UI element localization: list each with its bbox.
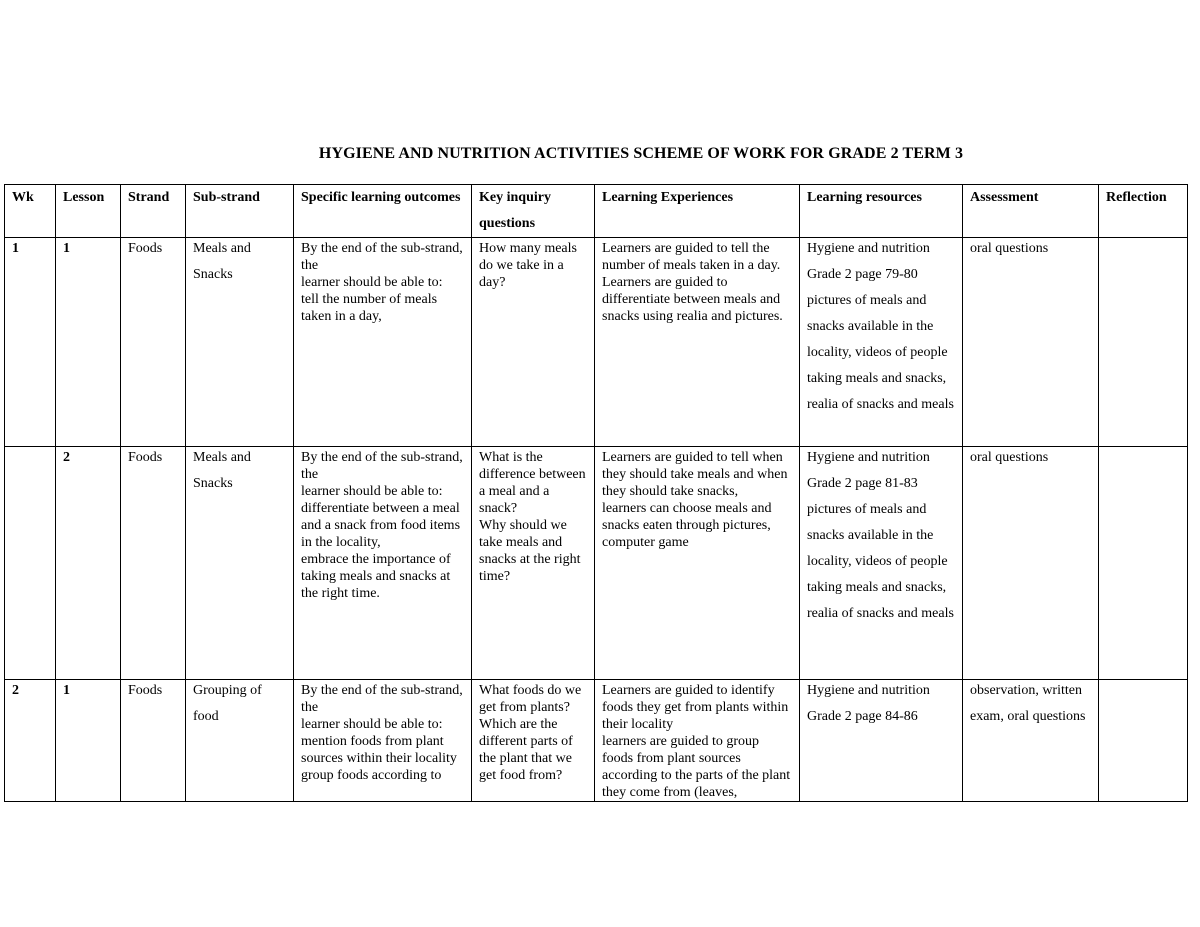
cell-text: By the end of the sub-strand, the learner should be able to: differentiate between a meal and a snack from food items in the locality, embrace the importance of taking meals and snacks at the right time. [301,450,463,601]
cell-questions [472,680,595,802]
cell-text: 1 [12,241,19,256]
cell-questions [472,447,595,680]
cell-questions [472,238,595,447]
cell-lesson [56,680,121,802]
cell-strand [121,238,186,447]
cell-substrand [186,238,294,447]
cell-text: Learners are guided to tell when they should take meals and when they should take snacks, learners can choose meals and snacks eaten through pictures, computer game [602,450,788,550]
cell-assessment [963,447,1099,680]
cell-text: What foods do we get from plants? Which are the different parts of the plant that we get food from? [479,683,582,783]
cell-text: Hygiene and nutrition Grade 2 page 79-80 pictures of meals and snacks available in the locality, videos of people taking meals and snacks, realia of snacks and meals [807,241,954,412]
header-substrand: Sub-strand [186,185,294,238]
cell-text: Foods [128,450,163,465]
cell-reflection [1099,238,1188,447]
header-questions: Key inquiry questions [472,185,595,238]
cell-experiences [595,238,800,447]
cell-outcomes [294,680,472,802]
header-experiences: Learning Experiences [595,185,800,238]
cell-wk [5,680,56,802]
cell-lesson [56,238,121,447]
cell-text: Hygiene and nutrition Grade 2 page 81-83 pictures of meals and snacks available in the locality, videos of people taking meals and snacks, realia of snacks and meals [807,450,954,621]
cell-text: By the end of the sub-strand, the learner should be able to: tell the number of meals taken in a day, [301,241,463,324]
cell-outcomes [294,447,472,680]
header-lesson: Lesson [56,185,121,238]
cell-substrand [186,447,294,680]
table-row [5,238,1188,447]
cell-text: Foods [128,241,163,256]
cell-text: oral questions [970,450,1049,465]
cell-text: Meals and Snacks [193,450,251,491]
cell-resources [800,238,963,447]
cell-text: Learners are guided to tell the number of meals taken in a day. Learners are guided to differentiate between meals and snacks using realia and pictures. [602,241,783,324]
cell-resources [800,447,963,680]
cell-experiences [595,680,800,802]
cell-text: Meals and Snacks [193,241,251,282]
cell-text: 2 [12,683,19,698]
cell-text: observation, written exam, oral questions [970,683,1086,724]
header-strand: Strand [121,185,186,238]
cell-resources [800,680,963,802]
document-title: HYGIENE AND NUTRITION ACTIVITIES SCHEME OF WORK FOR GRADE 2 TERM 3 [318,145,964,162]
cell-text: Grouping of food [193,683,262,724]
table-header-row [5,185,1188,238]
table-row [5,680,1188,802]
cell-assessment [963,680,1099,802]
cell-text: oral questions [970,241,1049,256]
cell-text: Hygiene and nutrition Grade 2 page 84-86 [807,683,930,724]
cell-substrand [186,680,294,802]
header-wk: Wk [5,185,56,238]
scheme-of-work-table [4,184,1188,802]
cell-reflection [1099,680,1188,802]
cell-reflection [1099,447,1188,680]
cell-outcomes [294,238,472,447]
cell-assessment [963,238,1099,447]
header-outcomes: Specific learning outcomes [294,185,472,238]
cell-text: 2 [63,450,70,465]
cell-text: How many meals do we take in a day? [479,241,577,290]
header-reflection: Reflection [1099,185,1188,238]
cell-lesson [56,447,121,680]
cell-strand [121,447,186,680]
header-assessment: Assessment [963,185,1099,238]
cell-text: 1 [63,683,70,698]
cell-experiences [595,447,800,680]
cell-text: Foods [128,683,163,698]
cell-text: Learners are guided to identify foods they get from plants within their locality learners are guided to group foods from plant sources according to the parts of the plant they come from (leaves, [602,683,791,800]
table-row [5,447,1188,680]
cell-wk [5,238,56,447]
cell-text: By the end of the sub-strand, the learner should be able to: mention foods from plant sources within their locality group foods according to [301,683,463,783]
cell-wk [5,447,56,680]
header-resources: Learning resources [800,185,963,238]
cell-strand [121,680,186,802]
cell-text: 1 [63,241,70,256]
cell-text: What is the difference between a meal and a snack? Why should we take meals and snacks at the right time? [479,450,586,584]
